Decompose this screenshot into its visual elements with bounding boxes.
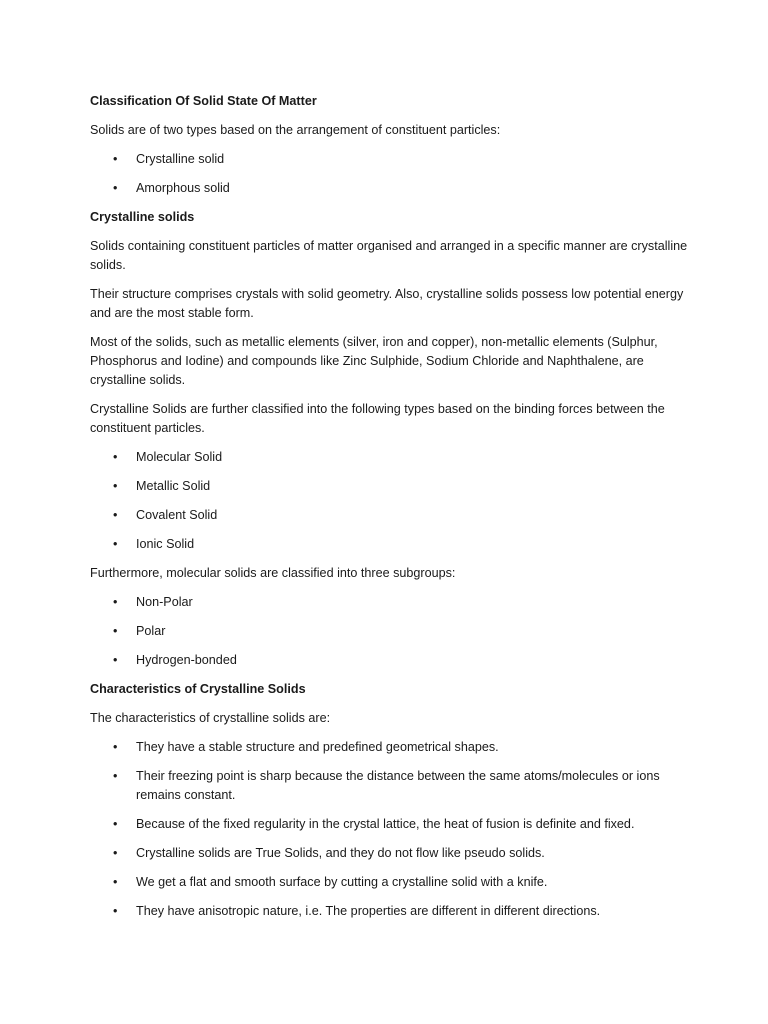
solid-types-list [90, 150, 690, 198]
subgroups-list [90, 593, 690, 670]
paragraph: Furthermore, molecular solids are classified into three subgroups: [90, 566, 456, 580]
list-item: • Non-Polar [90, 593, 690, 612]
crystal-types-list [90, 448, 690, 554]
list-item: • Because of the fixed regularity in the crystal lattice, the heat of fusion is definite and fixed. [90, 815, 690, 834]
list-item: • Ionic Solid [90, 535, 690, 554]
list-item: • We get a flat and smooth surface by cutting a crystalline solid with a knife. [90, 873, 690, 892]
intro-paragraph: Solids are of two types based on the arrangement of constituent particles: [90, 123, 501, 137]
paragraph: Crystalline Solids are further classified into the following types based on the binding forces between the constituent particles. [90, 402, 665, 435]
list-item: • Their freezing point is sharp because the distance between the same atoms/molecules or ions remains constant. [90, 767, 690, 805]
characteristics-list [90, 738, 690, 921]
list-item: • Polar [90, 622, 690, 641]
section-heading-characteristics: Characteristics of Crystalline Solids [90, 682, 306, 696]
paragraph: Most of the solids, such as metallic elements (silver, iron and copper), non-metallic elements (Sulphur, Phosphorus and Iodine) and compounds like Zinc Sulphide, Sodium Chloride and Naphthalene, are crystalline solids. [90, 335, 658, 387]
list-item: • They have anisotropic nature, i.e. The properties are different in different directions. [90, 902, 690, 921]
list-item: • Covalent Solid [90, 506, 690, 525]
list-item: • Amorphous solid [90, 179, 690, 198]
list-item: • Hydrogen-bonded [90, 651, 690, 670]
list-item: • Crystalline solids are True Solids, and they do not flow like pseudo solids. [90, 844, 690, 863]
document-body [90, 92, 690, 931]
paragraph: Solids containing constituent particles of matter organised and arranged in a specific manner are crystalline solids. [90, 239, 688, 272]
paragraph: Their structure comprises crystals with solid geometry. Also, crystalline solids possess low potential energy and are the most stable form. [90, 287, 684, 320]
list-item: • They have a stable structure and predefined geometrical shapes. [90, 738, 690, 757]
list-item: • Metallic Solid [90, 477, 690, 496]
paragraph: The characteristics of crystalline solids are: [90, 711, 331, 725]
section-heading-crystalline: Crystalline solids [90, 210, 195, 224]
list-item: • Crystalline solid [90, 150, 690, 169]
list-item: • Molecular Solid [90, 448, 690, 467]
section-heading-classification: Classification Of Solid State Of Matter [90, 94, 317, 108]
